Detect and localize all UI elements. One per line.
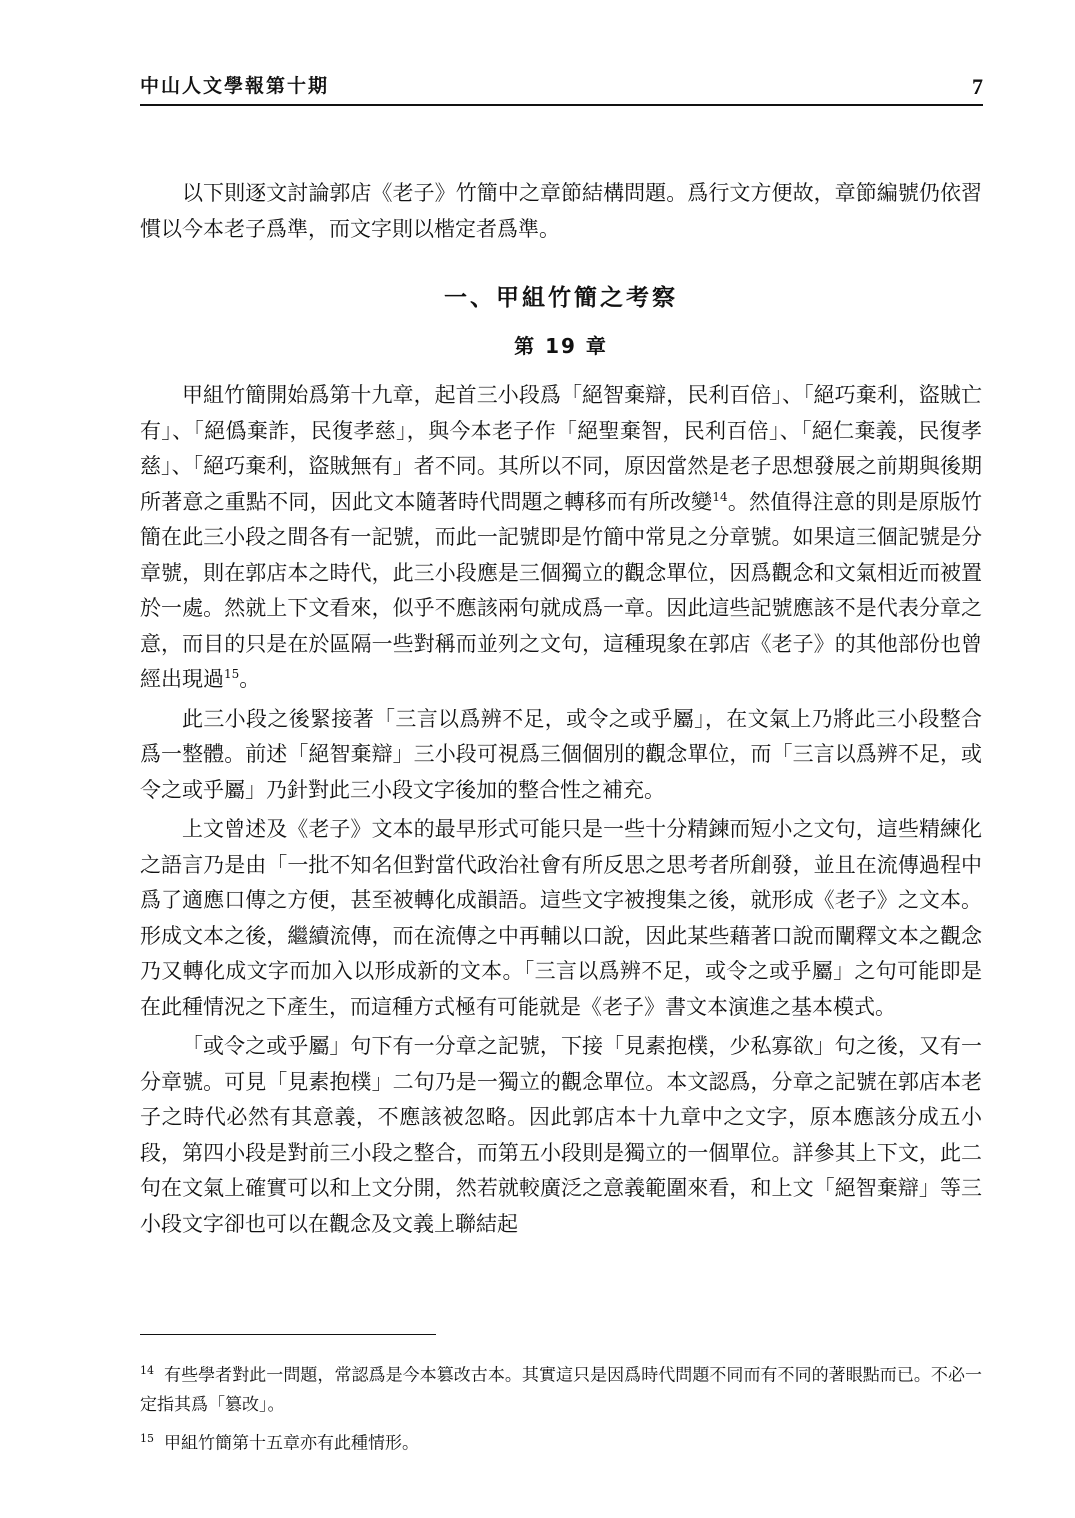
footnote-text: 甲組竹簡第十五章亦有此種情形。 — [164, 1433, 419, 1454]
footnote-14 — [140, 1356, 982, 1420]
footnote-mark: 14 — [140, 1364, 154, 1377]
footnote-15 — [140, 1424, 982, 1459]
footnote-ref-14[interactable]: 14 — [712, 489, 728, 504]
chapter-title: 第 19 章 — [514, 333, 608, 358]
section-title: 一、甲組竹簡之考察 — [444, 285, 678, 311]
footnotes — [140, 1356, 982, 1462]
intro-paragraph: 以下則逐文討論郭店《老子》竹簡中之章節結構問題。爲行文方便故，章節編號仍依習慣以今本老子爲準，而文字則以楷定者爲準。 — [140, 181, 982, 241]
page-number: 7 — [972, 74, 983, 99]
footnote-text: 有些學者對此一問題，常認爲是今本篡改古本。其實這只是因爲時代問題不同而有不同的著眼點而已。不必一定指其爲「篡改」。 — [140, 1365, 982, 1415]
running-header — [140, 70, 983, 106]
paragraph-2: 此三小段之後緊接著「三言以爲辨不足，或令之或乎屬」，在文氣上乃將此三小段整合爲一整體。前述「絕智棄辯」三小段可視爲三個個別的觀念單位，而「三言以爲辨不足，或令之或乎屬」乃針對此三小段文字後加的整合性之補充。 — [140, 706, 982, 802]
footnote-ref-15[interactable]: 15 — [224, 667, 240, 681]
paragraph-1-part-b: 。然值得注意的則是原版竹簡在此三小段之間各有一記號，而此一記號即是竹簡中常見之分章號。如果這三個記號是分章號，則在郭店本之時代，此三小段應是三個獨立的觀念單位，因爲觀念和文氣相近而被置於一處。然就上下文看來，似乎不應該兩句就成爲一章。因此這些記號應該不是代表分章之意，而目的只是在於區隔一些對稱而並列之文句，這種現象在郭店《老子》的其他部份也曾經出現過 — [140, 489, 982, 691]
paragraph-1 — [140, 378, 982, 698]
paragraph-1-part-a: 甲組竹簡開始爲第十九章，起首三小段爲「絕智棄辯，民利百倍」、「絕巧棄利，盜賊亡有」、「絕僞棄詐，民復孝慈」，與今本老子作「絕聖棄智，民利百倍」、「絕仁棄義，民復孝慈」、「絕巧棄利，盜賊無有」者不同。其所以不同，原因當然是老子思想發展之前期與後期所著意之重點不同，因此文本隨著時代問題之轉移而有所改變 — [140, 383, 982, 514]
paragraph-4: 「或令之或乎屬」句下有一分章之記號，下接「見素抱樸，少私寡欲」句之後，又有一分章號。可見「見素抱樸」二句乃是一獨立的觀念單位。本文認爲，分章之記號在郭店本老子之時代必然有其意義，不應該被忽略。因此郭店本十九章中之文字，原本應該分成五小段，第四小段是對前三小段之整合，而第五小段則是獨立的一個單位。詳參其上下文，此二句在文氣上確實可以和上文分開，然若就較廣泛之意義範圍來看，和上文「絕智棄辯」等三小段文字卻也可以在觀念及文義上聯結起 — [140, 1034, 982, 1236]
main-text — [140, 176, 982, 1246]
journal-title: 中山人文學報第十期 — [140, 75, 330, 97]
paragraph-3: 上文曾述及《老子》文本的最早形式可能只是一些十分精鍊而短小之文句，這些精練化之語言乃是由「一批不知名但對當代政治社會有所反思之思考者所創發，並且在流傳過程中爲了適應口傳之方便，甚至被轉化成韻語。這些文字被搜集之後，就形成《老子》之文本。形成文本之後，繼續流傳，而在流傳之中再輔以口說，因此某些藉著口說而闡釋文本之觀念乃又轉化成文字而加入以形成新的文本。「三言以爲辨不足，或令之或乎屬」之句可能即是在此種情況之下產生，而這種方式極有可能就是《老子》書文本演進之基本模式。 — [140, 817, 982, 1019]
footnote-mark: 15 — [140, 1431, 154, 1445]
footnote-divider — [140, 1334, 436, 1335]
paragraph-1-part-c: 。 — [239, 667, 261, 691]
